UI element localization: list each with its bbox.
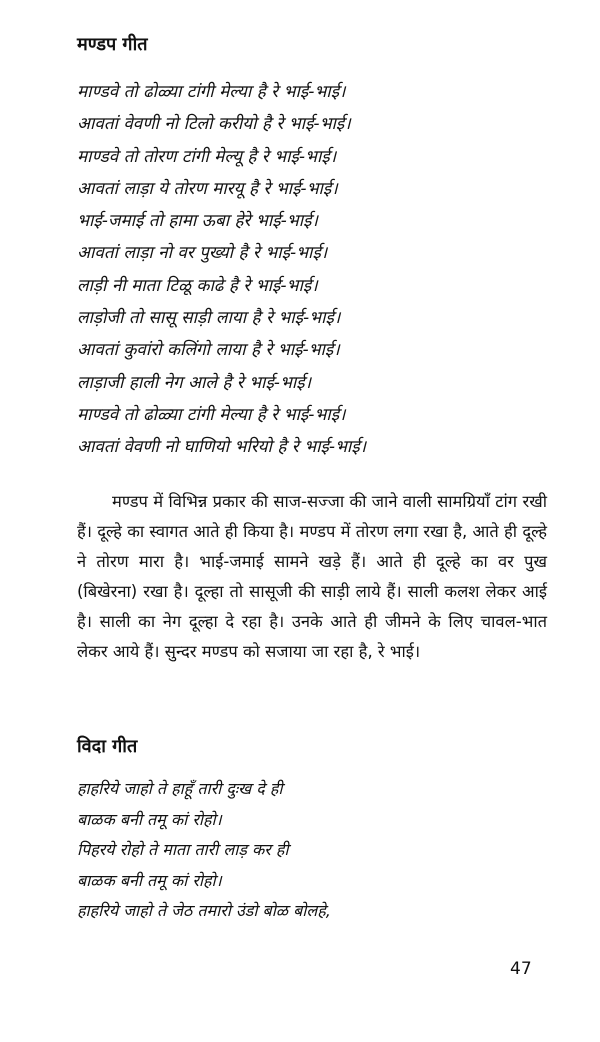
verse-line: बाळक बनी तमू कां रोहो। (77, 870, 222, 890)
verse-line: लाड़ोजी तो सासू साड़ी लाया है रे भाई-भाई। (77, 308, 341, 329)
verse-line: माण्डवे तो तोरण टांगी मेल्यू है रे भाई-भाई। (77, 146, 337, 167)
verse-line: आवतां लाड़ा ये तोरण मारयू है रे भाई-भाई। (77, 178, 338, 199)
vida-geet-verse (77, 774, 331, 927)
section-title-vida-geet: विदा गीत (77, 736, 138, 757)
verse-line: लाड़ी नी माता टिळू काढे है रे भाई-भाई। (77, 275, 318, 296)
verse-line: पिहरये रोहो ते माता तारी लाड़ कर ही (77, 840, 289, 859)
verse-line: हाहरिये जाहो ते जेठ तमारो उंडो बोळ बोलहे, (77, 901, 331, 920)
verse-line: हाहरिये जाहो ते हाहूँ तारी दुःख दे ही (77, 779, 283, 798)
verse-line: माण्डवे तो ढोळ्या टांगी मेल्या है रे भाई-भाई। (77, 82, 346, 102)
section-title-mandap-geet: मण्डप गीत (77, 34, 148, 55)
verse-line: आवतां लाड़ा नो वर पुख्यो है रे भाई-भाई। (77, 243, 328, 264)
verse-line: लाड़ाजी हाली नेग आले है रे भाई-भाई। (77, 372, 312, 393)
mandap-geet-verse (77, 76, 366, 464)
verse-line: माण्डवे तो ढोळ्या टांगी मेल्या है रे भाई-भाई। (77, 404, 346, 425)
verse-line: आवतां वेवणी नो टिलो करीयो है रे भाई-भाई। (77, 114, 351, 135)
verse-line: बाळक बनी तमू कां रोहो। (77, 809, 222, 829)
explanation-paragraph: मण्डप में विभिन्न प्रकार की साज-सज्जा की जाने वाली सामग्रियाँ टांग रखी हैं। दूल्हे का स्वागत आते ही किया है। मण्डप में तोरण लगा रखा है, आते ही दूल्हे ने तोरण मारा है। भाई-जमाई सामने खड़े हैं। आते ही दूल्हे का वर पुख (बिखेरना) रखा है। दूल्हा तो सासूजी की साड़ी लाये हैं। साली कलश लेकर आई है। साली का नेग दूल्हा दे रहा है। उनके आते ही जीमने के लिए चावल-भात लेकर आये हैं। सुन्दर मण्डप को सजाया जा रहा है, रे भाई। (77, 492, 547, 661)
verse-line: आवतां वेवणी नो घाणियो भरियो है रे भाई-भाई। (77, 437, 367, 458)
verse-line: भाई-जमाई तो हामा ऊबा हेरे भाई-भाई। (77, 211, 318, 232)
verse-line: आवतां कुवांरो कलिंगो लाया है रे भाई-भाई। (77, 340, 340, 361)
page-number: 47 (510, 959, 532, 979)
